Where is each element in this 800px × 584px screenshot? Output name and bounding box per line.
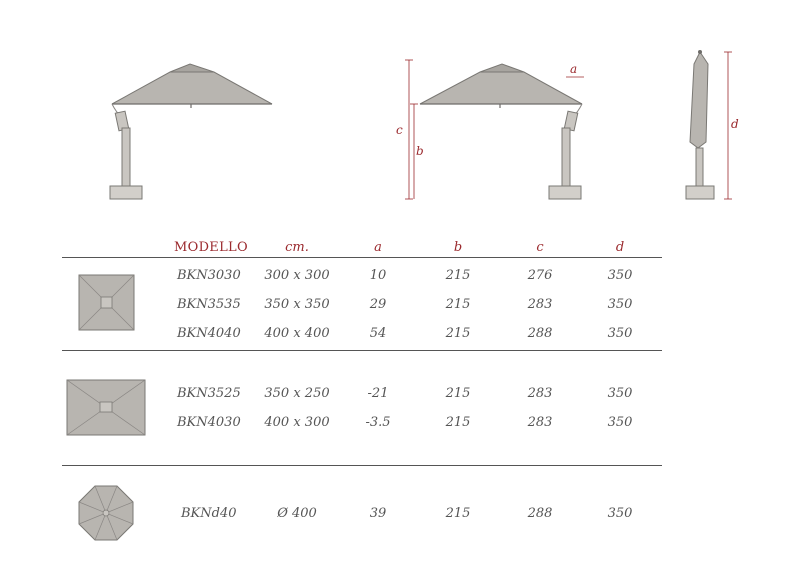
umbrella-side-view-icon	[110, 64, 272, 199]
rectangle-icon	[67, 380, 145, 435]
header-b: b	[453, 240, 463, 255]
model-cell: BKNd40	[181, 506, 237, 521]
size-cell: 400 x 400	[264, 326, 330, 341]
size-cell: Ø 400	[277, 506, 317, 521]
dim-label-a: a	[570, 62, 578, 76]
b-cell: 215	[445, 386, 471, 401]
d-cell: 350	[607, 506, 633, 521]
header-model: MODELLO	[174, 240, 248, 255]
a-cell: 29	[369, 297, 387, 312]
b-cell: 215	[445, 297, 471, 312]
c-cell: 283	[527, 415, 553, 430]
dim-label-b: b	[416, 144, 424, 158]
d-cell: 350	[607, 297, 633, 312]
header-c: c	[536, 240, 544, 255]
header-a: a	[374, 240, 382, 255]
c-cell: 288	[527, 326, 553, 341]
model-cell: BKN4030	[177, 415, 241, 430]
d-cell: 350	[607, 326, 633, 341]
umbrella-closed-view-icon	[686, 50, 732, 199]
table-rule-middle	[62, 350, 662, 351]
a-cell: -21	[367, 386, 389, 401]
size-cell: 350 x 350	[264, 297, 330, 312]
size-cell: 400 x 300	[264, 415, 330, 430]
b-cell: 215	[445, 415, 471, 430]
table-rule-bottom	[62, 465, 662, 466]
b-cell: 215	[445, 506, 471, 521]
header-d: d	[615, 240, 625, 255]
c-cell: 276	[527, 268, 553, 283]
umbrella-dimensioned-view-icon	[405, 60, 584, 199]
a-cell: -3.5	[365, 415, 391, 430]
dim-label-c: c	[396, 123, 403, 137]
model-cell: BKN3535	[177, 297, 241, 312]
c-cell: 283	[527, 297, 553, 312]
d-cell: 350	[607, 268, 633, 283]
table-rule-top	[62, 257, 662, 258]
d-cell: 350	[607, 415, 633, 430]
a-cell: 10	[369, 268, 387, 283]
a-cell: 54	[369, 326, 387, 341]
model-cell: BKN4040	[177, 326, 241, 341]
c-cell: 283	[527, 386, 553, 401]
b-cell: 215	[445, 326, 471, 341]
octagon-icon	[79, 486, 133, 540]
header-size: cm.	[285, 240, 309, 255]
model-cell: BKN3525	[177, 386, 241, 401]
c-cell: 288	[527, 506, 553, 521]
square-icon	[79, 275, 134, 330]
b-cell: 215	[445, 268, 471, 283]
dim-label-d: d	[731, 117, 739, 131]
size-cell: 350 x 250	[264, 386, 330, 401]
model-cell: BKN3030	[177, 268, 241, 283]
d-cell: 350	[607, 386, 633, 401]
a-cell: 39	[369, 506, 387, 521]
size-cell: 300 x 300	[264, 268, 330, 283]
